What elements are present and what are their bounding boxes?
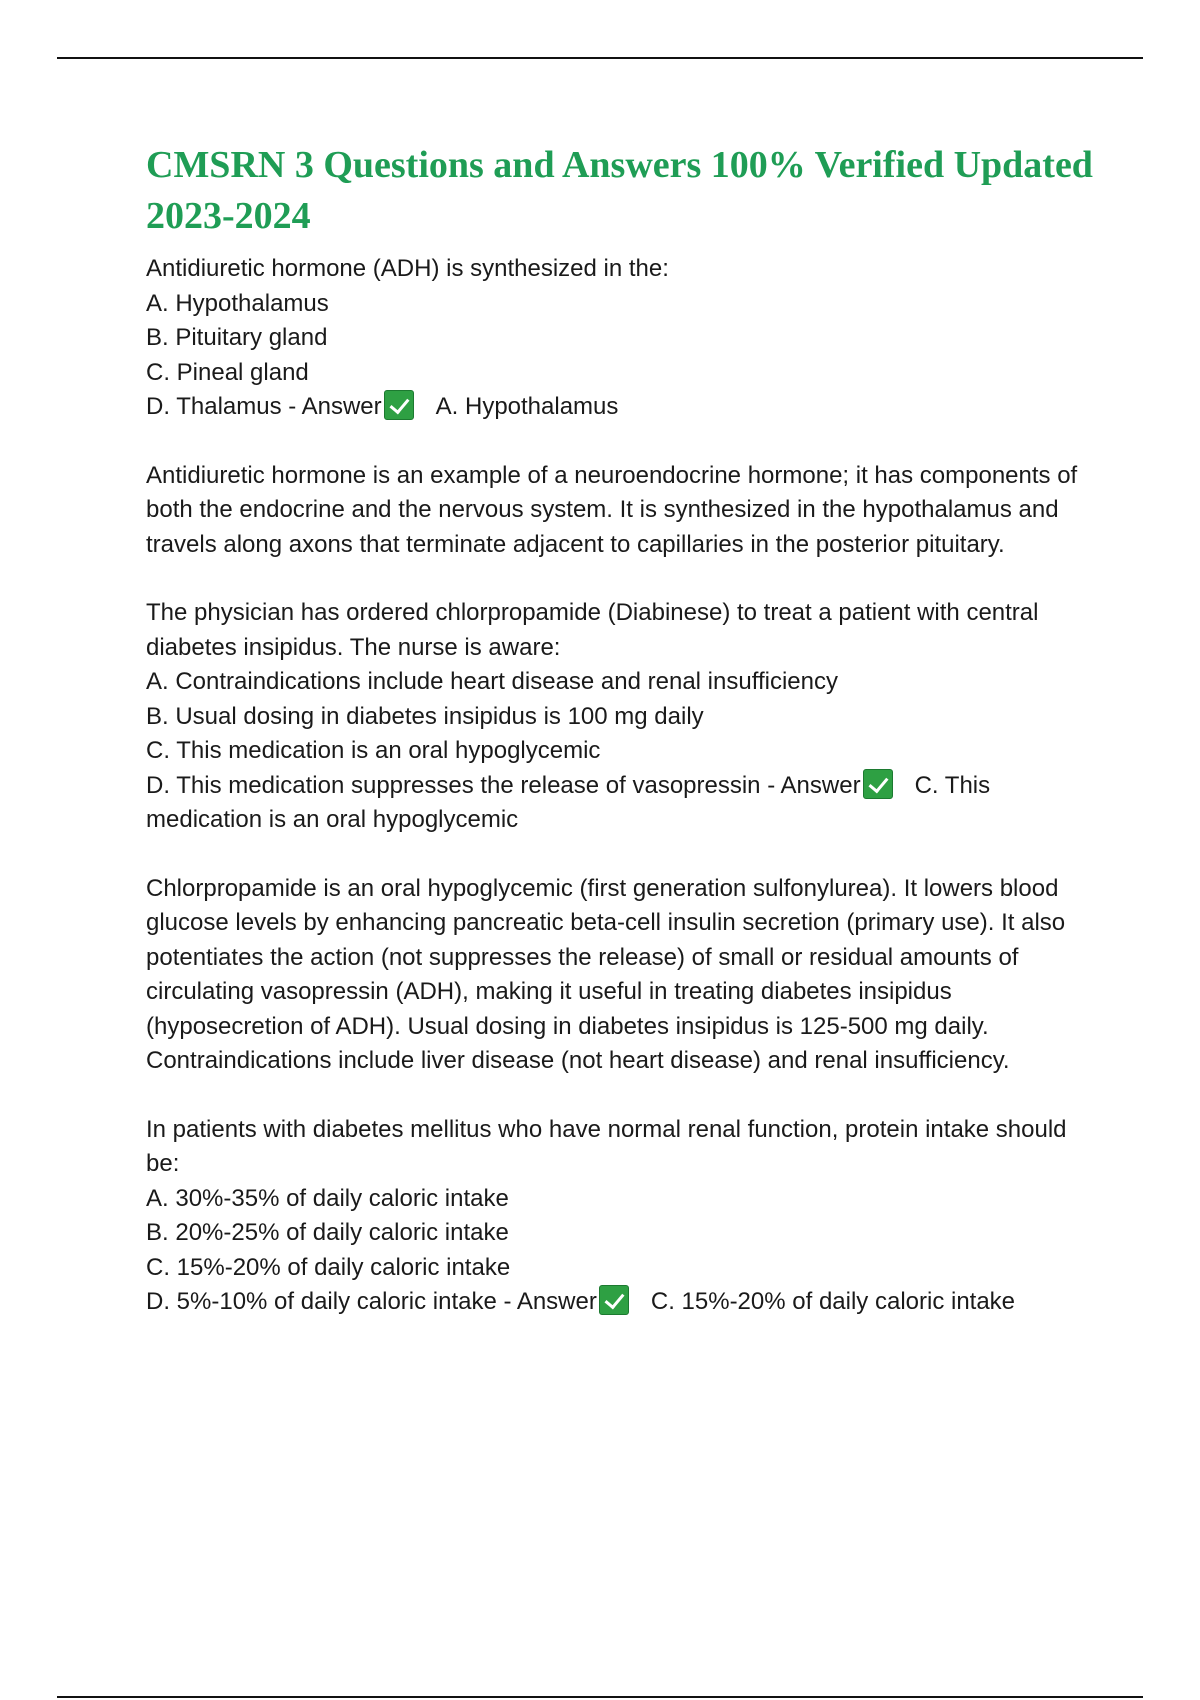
question-stem: In patients with diabetes mellitus who have normal renal function, protein intake should be:	[146, 1115, 1067, 1177]
option-with-answer-label: D. Thalamus - Answer	[146, 393, 382, 420]
option: B. Usual dosing in diabetes insipidus is 100 mg daily	[146, 702, 704, 730]
option: C. 15%-20% of daily caloric intake	[146, 1253, 511, 1281]
bottom-rule	[57, 1696, 1143, 1698]
document-title: CMSRN 3 Questions and Answers 100% Verified Updated 2023-2024	[146, 144, 1093, 237]
document-body	[146, 140, 1096, 1320]
check-mark-icon	[384, 390, 414, 420]
option: A. Hypothalamus	[146, 289, 329, 317]
option: A. 30%-35% of daily caloric intake	[146, 1184, 509, 1212]
question-1	[146, 252, 1096, 562]
option-with-answer-label: D. 5%-10% of daily caloric intake - Answer	[146, 1288, 597, 1315]
option: B. 20%-25% of daily caloric intake	[146, 1219, 509, 1246]
spacer	[146, 838, 1096, 872]
spacer	[146, 562, 1096, 596]
rationale: Contraindications include liver disease (not heart disease) and renal insufficiency.	[146, 1047, 1010, 1074]
check-mark-icon	[599, 1285, 629, 1315]
answer-text: A. Hypothalamus	[435, 393, 619, 420]
question-stem: Antidiuretic hormone (ADH) is synthesized in the:	[146, 255, 669, 282]
spacer	[146, 425, 1096, 459]
option-with-answer-label: D. This medication suppresses the release of vasopressin - Answer	[146, 771, 861, 799]
top-rule	[57, 57, 1143, 59]
question-2	[146, 596, 1096, 1079]
check-mark-icon	[863, 769, 893, 799]
spacer	[146, 1079, 1096, 1113]
answer-text: C. 15%-20% of daily caloric intake	[650, 1288, 1016, 1315]
rationale: Chlorpropamide is an oral hypoglycemic (first generation sulfonylurea). It lowers blood glucose levels by enhancing pancreatic beta-cell insulin secretion (primary use). It also potentiates the action (not suppresses the release) of small or residual amounts of circulating vasopressin (ADH), making it useful in treating diabetes insipidus (hyposecretion of ADH). Usual dosing in diabetes insipidus is 125-500 mg daily.	[146, 874, 1066, 1040]
option: B. Pituitary gland	[146, 324, 328, 351]
rationale: Antidiuretic hormone is an example of a neuroendocrine hormone; it has components of both the endocrine and the nervous system. It is synthesized in the hypothalamus and travels along axons that terminate adjacent to capillaries in the posterior pituitary.	[146, 461, 1078, 558]
answer-text: C. This medication is an oral hypoglycemic	[146, 771, 991, 833]
option: C. Pineal gland	[146, 358, 309, 386]
answer-line	[146, 390, 1096, 425]
option: A. Contraindications include heart disease and renal insufficiency	[146, 668, 838, 695]
answer-line	[146, 769, 1096, 838]
answer-line	[146, 1285, 1096, 1320]
question-stem: The physician has ordered chlorpropamide (Diabinese) to treat a patient with central diabetes insipidus. The nurse is aware:	[146, 599, 1039, 661]
option: C. This medication is an oral hypoglycemic	[146, 737, 601, 764]
question-3	[146, 1113, 1096, 1320]
